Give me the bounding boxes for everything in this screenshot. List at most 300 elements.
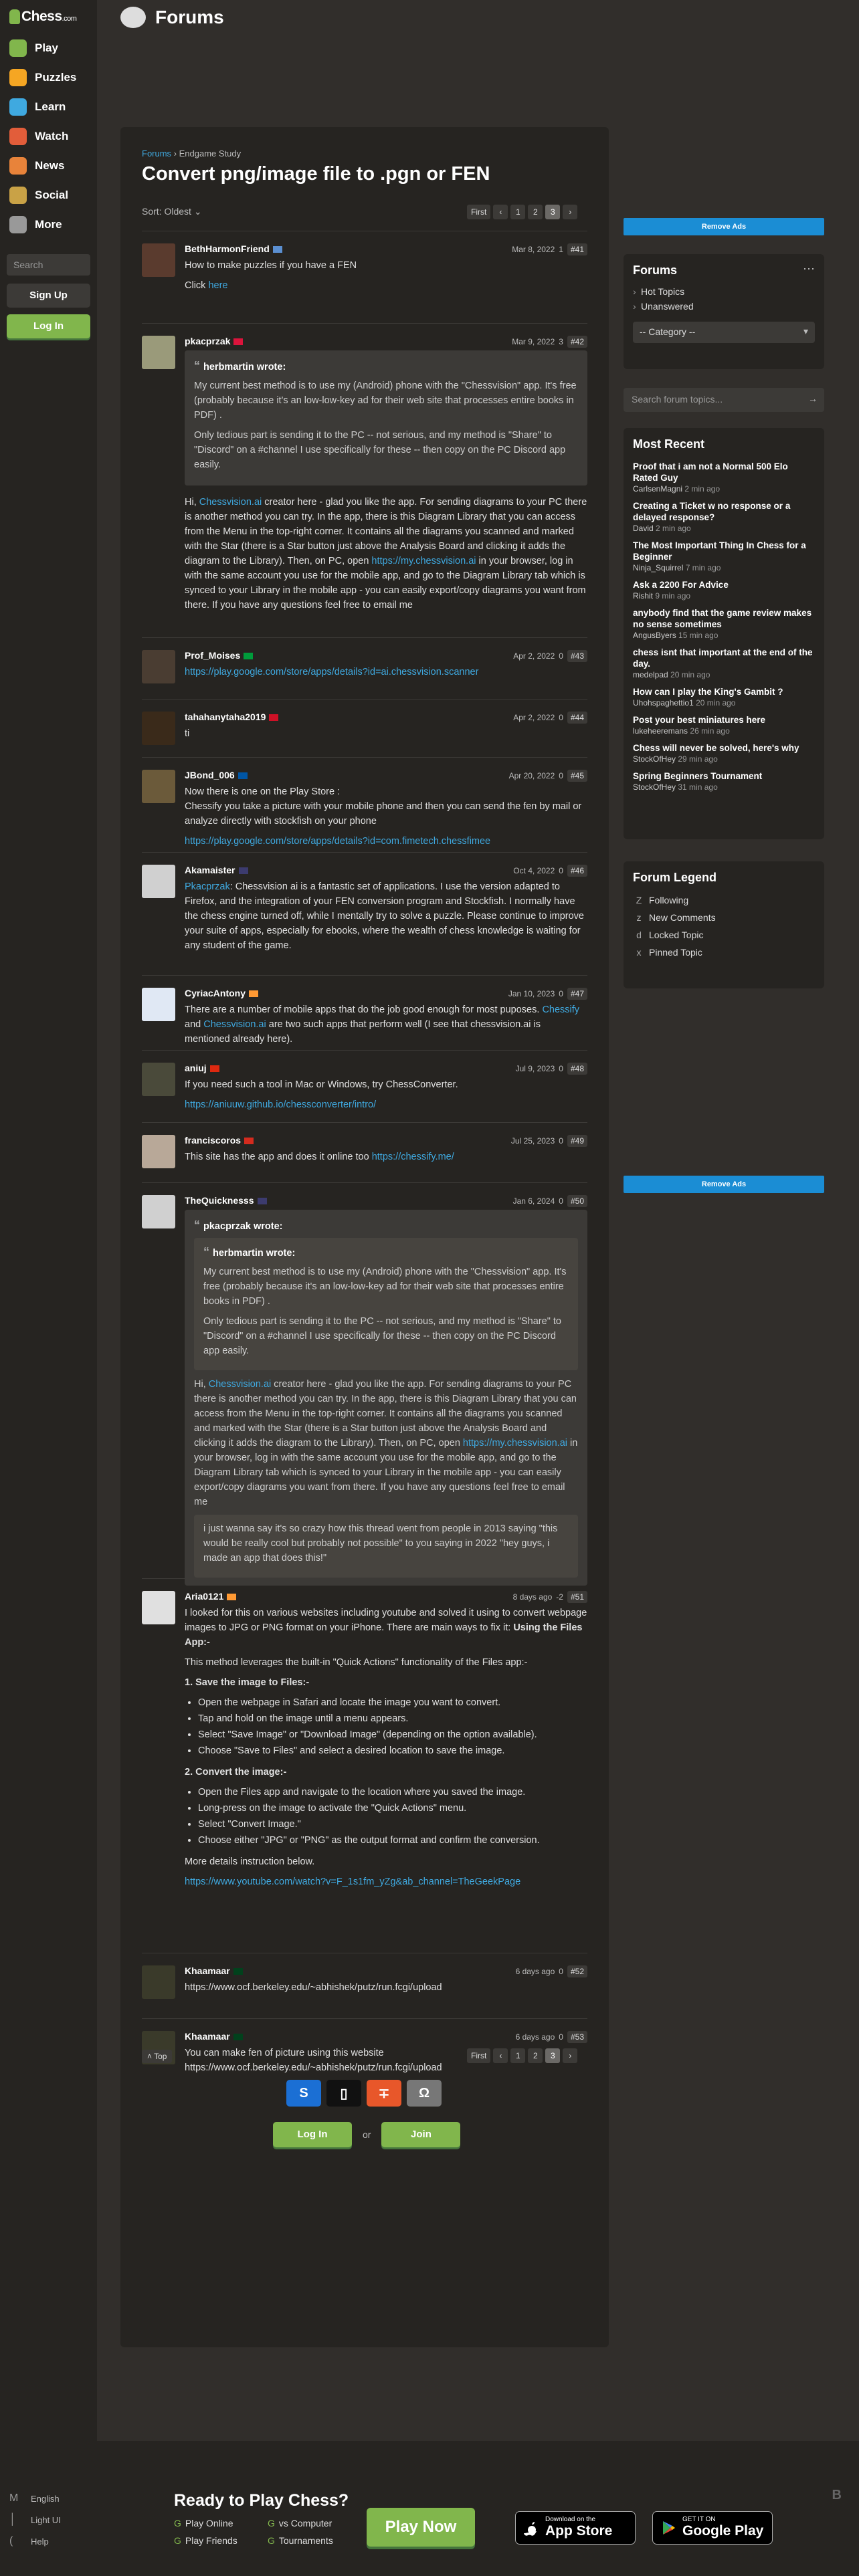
post-body <box>185 1002 587 1052</box>
recent-topic-user[interactable]: Rishit <box>633 591 654 601</box>
recent-topic-meta <box>633 524 815 533</box>
username[interactable]: pkacprzak <box>185 336 231 346</box>
recent-topic[interactable] <box>624 458 824 498</box>
recent-topic-user[interactable]: AngusByers <box>633 631 676 640</box>
topic-title: Convert png/image file to .pgn or FEN <box>142 163 490 185</box>
country-flag-icon <box>210 1065 219 1072</box>
post-date: Jan 6, 2024 <box>512 1196 555 1206</box>
username[interactable]: Khaamaar <box>185 2031 230 2042</box>
chessify-link[interactable]: Chessify <box>542 1004 580 1015</box>
forum-legend-box <box>624 861 824 988</box>
avatar[interactable] <box>142 336 175 369</box>
post-link[interactable]: https://play.google.com/store/apps/details?id=com.fimetech.chessfimee <box>185 836 491 847</box>
page-title: Forums <box>155 7 224 27</box>
forums-box <box>624 254 824 369</box>
avatar[interactable] <box>142 1063 175 1096</box>
post-text: Chessify you take a picture with your mobile phone and then you can send the fen by mail or analyze directly with stockfish on your phone <box>185 801 582 827</box>
login-button[interactable]: Log In <box>7 314 90 338</box>
post-body <box>185 1606 587 1895</box>
post-number[interactable]: #51 <box>567 1591 587 1603</box>
vote-count[interactable]: 0 <box>559 1064 563 1073</box>
post-date: 8 days ago <box>512 1592 553 1602</box>
recent-topic-meta <box>633 670 815 679</box>
recent-topic[interactable] <box>624 683 824 712</box>
recent-topic-time: 29 min ago <box>678 754 718 764</box>
nav-bottom-links <box>9 2488 61 2552</box>
username[interactable]: tahahanytaha2019 <box>185 712 266 722</box>
list-item: • Tap and hold on the image until a menu appears. <box>198 1711 587 1726</box>
post-meta <box>185 770 587 783</box>
share-phone-icon[interactable]: ▯ <box>326 2080 361 2107</box>
help-icon: ( <box>9 2535 13 2547</box>
quote-block: “ herbmartin wrote: My current best method is to use my (Android) phone with the "Chessvision" app. It's free (probably because it's an low-low-key ad for their web site that processes entire books in PDF) . Only tedious part is sending it to the PC -- not serious, and my method is "Share" to "Discord" on a #channel I use specifically for these -- then copy on the PC Discord app easily. <box>185 350 587 486</box>
country-flag-icon <box>239 867 248 874</box>
quote-block: “ pkacprzak wrote: “ herbmartin wrote: My current best method is to use my (Android) phone with the "Chessvision" app. It's free (probably because it's an low-low-key ad for their web site that processes entire books in PDF) . Only tedious part is sending it to the PC -- not serious, and my method is "Share" to "Discord" on a #channel I use specifically for these -- then copy on the PC Discord app easily. Hi, Chessvision.ai creator here - glad you like the app. For sending diagrams to your PC there is another method you can try. In the app, there is this Diagram Library that you can access from the Menu in the top-right corner. It contains all the diagrams you scanned and marked with the Star (there is a Star button just above the Analysis Board and clicking it adds the diagram to the Library). Then, on PC, open https://my.chessvision.ai in your browser, log in with the same account you use for the mobile app, and go to the Diagram Library tab which is synced to your Library in the mobile app - you can easily export/copy diagrams you want from there. If you have any questions feel free to email me i just wanna say it's so crazy how this thread went from people in 2013 saying "this would be really cool but probably not possible" to you saying in 2022 "hey guys, i made an app that does this!" <box>185 1210 587 1586</box>
vote-count[interactable]: 0 <box>559 651 563 661</box>
mention-link[interactable]: Pkacprzak <box>185 881 230 892</box>
avatar[interactable] <box>142 1195 175 1228</box>
news-icon <box>9 157 27 175</box>
google-play-badge[interactable]: GET IT ON Google Play <box>652 2511 773 2545</box>
recent-topic[interactable] <box>624 498 824 537</box>
light-ui-icon: │ <box>9 2514 16 2525</box>
forum-post <box>142 1578 587 1953</box>
steps-list <box>185 1695 587 1758</box>
list-item: • Long-press on the image to activate the "Quick Actions" menu. <box>198 1801 587 1816</box>
play-online-link[interactable]: G Play Online <box>174 2518 233 2529</box>
forum-post <box>142 1122 587 1182</box>
recent-topic-user[interactable]: Uhohspaghettio1 <box>633 698 694 708</box>
topic-panel <box>120 127 609 2347</box>
back-to-top-button[interactable]: ˄ Top <box>142 2050 172 2063</box>
play-friends-icon: G <box>174 2535 181 2546</box>
pagination-bottom <box>467 2048 577 2063</box>
recent-topic-meta <box>633 563 815 572</box>
username[interactable]: Akamaister <box>185 865 235 875</box>
post-number[interactable]: #42 <box>567 336 587 348</box>
recent-topic-time: 20 min ago <box>696 698 736 708</box>
language-link[interactable]: M English <box>9 2492 60 2504</box>
pager-first[interactable]: First <box>467 2048 490 2063</box>
tournaments-link[interactable]: G Tournaments <box>268 2535 333 2546</box>
forum-post <box>142 637 587 699</box>
recent-topic[interactable] <box>624 537 824 576</box>
post-meta <box>185 1591 587 1604</box>
recent-topic[interactable] <box>624 576 824 605</box>
nav-search-input[interactable]: Search <box>7 254 90 276</box>
recent-topic-time: 15 min ago <box>678 631 719 640</box>
forum-post <box>142 699 587 757</box>
bottom-login-button[interactable]: Log In <box>273 2122 352 2147</box>
post-text: You can make fen of picture using this website <box>185 2048 384 2058</box>
breadcrumb-separator-icon: › <box>173 148 179 158</box>
legend-item: Z Following <box>624 891 824 909</box>
legend-item: z New Comments <box>624 909 824 926</box>
recent-topic-user[interactable]: StockOfHey <box>633 754 676 764</box>
youtube-link[interactable]: https://www.youtube.com/watch?v=F_1s1fm_yZg&ab_channel=TheGeekPage <box>185 1876 521 1887</box>
post-number[interactable]: #49 <box>567 1135 587 1147</box>
recent-topic-title[interactable]: Post your best miniatures here <box>633 715 766 725</box>
social-icon <box>9 187 27 204</box>
vote-count[interactable]: -2 <box>556 1592 563 1602</box>
avatar[interactable] <box>142 988 175 1021</box>
username[interactable]: JBond_006 <box>185 770 235 780</box>
recent-topic-user[interactable]: CarlsenMagni <box>633 484 683 494</box>
post-text: https://www.ocf.berkeley.edu/~abhishek/putz/run.fcgi/upload <box>185 2062 442 2073</box>
post-body <box>185 879 587 958</box>
nav-item-news[interactable]: News <box>0 151 97 181</box>
avatar[interactable] <box>142 650 175 683</box>
post-text: If you need such a tool in Mac or Windows, try ChessConverter. <box>185 1079 458 1090</box>
recent-topic-title[interactable]: Ask a 2200 For Advice <box>633 580 729 590</box>
post-link[interactable]: here <box>208 280 228 291</box>
post-date: Mar 8, 2022 <box>512 245 555 254</box>
learn-icon <box>9 98 27 116</box>
avatar[interactable] <box>142 712 175 745</box>
sort-dropdown[interactable]: Sort: Oldest ⌄ <box>142 206 202 217</box>
language-icon: M <box>9 2492 19 2504</box>
username[interactable]: Prof_Moises <box>185 650 241 661</box>
help-link[interactable]: ( Help <box>9 2535 49 2547</box>
nav-item-play[interactable]: Play <box>0 33 97 63</box>
post-number[interactable]: #44 <box>567 712 587 724</box>
post-date: Apr 2, 2022 <box>513 713 555 722</box>
play-now-button[interactable]: Play Now <box>367 2508 475 2547</box>
recent-topic-user[interactable]: David <box>633 524 654 533</box>
pinned-icon: x <box>636 947 642 958</box>
post-text: How to make puzzles if you have a FEN <box>185 260 357 271</box>
username[interactable]: aniuj <box>185 1063 207 1073</box>
pagination-top <box>467 205 577 219</box>
country-flag-icon <box>227 1594 236 1600</box>
post-number[interactable]: #43 <box>567 650 587 662</box>
country-flag-icon <box>238 772 248 779</box>
post-meta <box>185 1135 587 1148</box>
recent-topic-user[interactable]: medelpad <box>633 670 668 679</box>
more-dots-icon <box>9 216 27 233</box>
post-date: Jul 9, 2023 <box>515 1064 555 1073</box>
my-chessvision-link[interactable]: https://my.chessvision.ai <box>371 556 476 566</box>
post-text: This method leverages the built-in "Quick Actions" functionality of the Files app:- <box>185 1657 528 1668</box>
recent-topic-title[interactable]: chess isnt that important at the end of the day. <box>633 647 813 669</box>
post-link[interactable]: https://play.google.com/store/apps/details?id=ai.chessvision.scanner <box>185 667 479 677</box>
post-body <box>185 1210 587 1595</box>
light-ui-link[interactable]: │ Light UI <box>9 2514 61 2525</box>
vote-count[interactable]: 0 <box>559 771 563 780</box>
new-comments-icon: z <box>636 912 642 923</box>
puzzle-icon <box>9 69 27 86</box>
post-date: 6 days ago <box>515 1967 555 1976</box>
vote-count[interactable]: 0 <box>559 1967 563 1976</box>
post-text: ti <box>185 728 190 739</box>
chess-logo[interactable] <box>0 0 97 33</box>
recent-topic-time: 31 min ago <box>678 782 718 792</box>
post-meta <box>185 336 587 349</box>
recent-topic-user[interactable]: StockOfHey <box>633 782 676 792</box>
app-store-badge[interactable]: Download on the App Store <box>515 2511 636 2545</box>
post-date: Apr 2, 2022 <box>513 651 555 661</box>
unanswered-link[interactable]: › Unanswered <box>624 299 824 314</box>
recent-topic-time: 2 min ago <box>684 484 721 494</box>
google-play-icon <box>661 2520 677 2536</box>
recent-topic[interactable] <box>624 712 824 740</box>
post-body <box>185 665 587 685</box>
forum-post <box>142 1050 587 1122</box>
post-body <box>185 784 587 854</box>
pager-page-1[interactable]: 1 <box>510 205 525 219</box>
username[interactable]: Aria0121 <box>185 1591 224 1602</box>
recent-topic-title[interactable]: The Most Important Thing In Chess for a Beginner <box>633 540 806 562</box>
following-icon: Z <box>636 895 642 905</box>
most-recent-title: Most Recent <box>633 437 705 451</box>
category-select[interactable]: -- Category -- ▾ <box>633 322 815 343</box>
footer-options <box>174 2518 361 2546</box>
recent-topic-time: 2 min ago <box>656 524 691 533</box>
list-item: • Choose "Save to Files" and select a desired location to save the image. <box>198 1743 587 1758</box>
list-item: • Select "Save Image" or "Download Image" (depending on the option available). <box>198 1727 587 1742</box>
play-online-icon: G <box>174 2518 181 2529</box>
post-date: Oct 4, 2022 <box>513 866 555 875</box>
chessvision-link[interactable]: Chessvision.ai <box>203 1019 266 1030</box>
pager-page-1[interactable]: 1 <box>510 2048 525 2063</box>
post-meta <box>185 1965 587 1979</box>
post-number[interactable]: #48 <box>567 1063 587 1075</box>
recent-topic-title[interactable]: Creating a Ticket w no response or a delayed response? <box>633 501 791 522</box>
page-header <box>120 7 224 28</box>
recent-topic-title[interactable]: anybody find that the game review makes no sense sometimes <box>633 608 812 629</box>
post-number[interactable]: #41 <box>567 243 587 255</box>
recent-topic[interactable] <box>624 605 824 644</box>
post-meta <box>185 1195 587 1208</box>
share-buttons <box>286 2080 442 2107</box>
breadcrumb-forums[interactable]: Forums <box>142 148 172 158</box>
legend-item: d Locked Topic <box>624 926 824 944</box>
post-number[interactable]: #50 <box>567 1195 587 1207</box>
pager-page-2[interactable]: 2 <box>528 205 543 219</box>
vote-count[interactable]: 0 <box>559 713 563 722</box>
recent-topic-title[interactable]: Chess will never be solved, here's why <box>633 743 799 753</box>
recent-topic-time: 26 min ago <box>690 726 730 736</box>
pager-first[interactable]: First <box>467 205 490 219</box>
recent-topic[interactable] <box>624 768 824 796</box>
pager-next[interactable]: › <box>563 205 577 219</box>
post-meta <box>185 865 587 878</box>
nav-item-social[interactable]: Social <box>0 181 97 210</box>
nav-item-learn[interactable]: Learn <box>0 92 97 122</box>
left-nav <box>0 0 97 2576</box>
avatar[interactable] <box>142 865 175 898</box>
apple-icon <box>524 2520 540 2536</box>
recent-topic-meta <box>633 484 815 494</box>
avatar[interactable] <box>142 1135 175 1168</box>
nested-quote-author: “ herbmartin wrote: <box>203 1245 569 1261</box>
most-recent-box <box>624 428 824 839</box>
nav-item-watch[interactable]: Watch <box>0 122 97 151</box>
tournaments-icon: G <box>268 2535 275 2546</box>
username[interactable]: CyriacAntony <box>185 988 246 998</box>
join-button[interactable]: Join <box>381 2122 460 2147</box>
play-friends-link[interactable]: G Play Friends <box>174 2535 237 2546</box>
post-date: Mar 9, 2022 <box>512 337 555 346</box>
country-flag-icon <box>269 714 278 721</box>
recent-topic[interactable] <box>624 644 824 683</box>
vote-count[interactable]: 1 <box>559 245 563 254</box>
chessvision-link[interactable]: Chessvision.ai <box>199 497 262 508</box>
recent-topic-meta <box>633 782 815 792</box>
list-item: • Open the Files app and navigate to the location where you saved the image. <box>198 1785 587 1800</box>
quote-author: “ herbmartin wrote: <box>194 358 578 374</box>
post-number[interactable]: #47 <box>567 988 587 1000</box>
country-flag-icon <box>233 338 243 345</box>
recent-topic-time: 20 min ago <box>670 670 710 679</box>
avatar[interactable] <box>142 770 175 803</box>
logo-pawn-icon <box>9 9 20 24</box>
post-number[interactable]: #52 <box>567 1965 587 1977</box>
post-body <box>185 1077 587 1117</box>
avatar[interactable] <box>142 1965 175 1999</box>
forums-box-title: Forums <box>633 263 678 277</box>
nested-quote-block: “ herbmartin wrote: My current best method is to use my (Android) phone with the "Chessvision" app. It's free (probably because it's an low-low-key ad for their web site that processes entire books in PDF) . Only tedious part is sending it to the PC -- not serious, and my method is "Share" to "Discord" on a #channel I use specifically for these -- then copy on the PC Discord app easily. <box>194 1238 578 1370</box>
steps-list <box>185 1785 587 1848</box>
forum-legend-title: Forum Legend <box>633 871 717 884</box>
recent-topic-title[interactable]: Spring Beginners Tournament <box>633 771 763 781</box>
post-number[interactable]: #53 <box>567 2031 587 2043</box>
recent-topic-time: 9 min ago <box>655 591 691 601</box>
vote-count[interactable]: 0 <box>559 1136 563 1146</box>
country-flag-icon <box>249 990 258 997</box>
country-flag-icon <box>244 653 253 659</box>
vote-count[interactable]: 0 <box>559 1196 563 1206</box>
recent-topic-meta <box>633 591 815 601</box>
share-plus-icon[interactable]: ∓ <box>367 2080 401 2107</box>
vote-count[interactable]: 0 <box>559 866 563 875</box>
username[interactable]: TheQuicknesss <box>185 1195 254 1206</box>
recent-topic-title[interactable]: How can I play the King's Gambit ? <box>633 687 783 697</box>
post-text: Now there is one on the Play Store : <box>185 786 341 797</box>
vs-computer-icon: G <box>268 2518 275 2529</box>
share-omega-icon[interactable]: Ω <box>407 2080 442 2107</box>
recent-topic-time: 7 min ago <box>685 563 721 572</box>
pager-prev[interactable]: ‹ <box>493 2048 508 2063</box>
country-flag-icon <box>233 2034 243 2040</box>
recent-topic-meta <box>633 726 815 736</box>
post-meta <box>185 988 587 1001</box>
recent-topic-meta <box>633 631 815 640</box>
legend-item: x Pinned Topic <box>624 944 824 961</box>
corner-logo-icon: B <box>832 2488 842 2502</box>
country-flag-icon <box>233 1968 243 1975</box>
hot-topics-link[interactable]: › Hot Topics <box>624 284 824 299</box>
recent-topic[interactable] <box>624 740 824 768</box>
avatar[interactable] <box>142 243 175 277</box>
post-link[interactable]: https://aniuuw.github.io/chessconverter/intro/ <box>185 1099 377 1110</box>
post-subheading: 2. Convert the image:- <box>185 1767 287 1778</box>
username[interactable]: BethHarmonFriend <box>185 243 270 254</box>
post-text: This site has the app and does it online too https://chessify.me/ <box>185 1152 454 1162</box>
post-number[interactable]: #45 <box>567 770 587 782</box>
recent-topic-title[interactable]: Proof that i am not a Normal 500 Elo Rated Guy <box>633 461 788 483</box>
username[interactable]: franciscoros <box>185 1135 242 1146</box>
forums-chat-icon <box>120 7 146 28</box>
post-date: Apr 20, 2022 <box>508 771 555 780</box>
post-body <box>185 350 587 618</box>
post-number[interactable]: #46 <box>567 865 587 877</box>
forum-post <box>142 1182 587 1578</box>
post-text: More details instruction below. <box>185 1856 315 1867</box>
post-meta <box>185 243 587 257</box>
post-meta <box>185 712 587 725</box>
post-meta <box>185 650 587 663</box>
more-options-icon[interactable]: ⋯ <box>803 262 815 276</box>
forum-post <box>142 757 587 852</box>
post-date: 6 days ago <box>515 2032 555 2042</box>
forum-post <box>142 975 587 1050</box>
bottom-auth <box>273 2122 460 2147</box>
vs-computer-link[interactable]: G vs Computer <box>268 2518 332 2529</box>
nav-item-puzzles[interactable]: Puzzles <box>0 63 97 92</box>
forum-post <box>142 231 587 323</box>
forum-post <box>142 1953 587 2018</box>
post-date: Jul 25, 2023 <box>510 1136 555 1146</box>
post-text: There are a number of mobile apps that do the job good enough for most puposes. Chessify and Chessvision.ai are two such apps that perform well (I see that chessvision.ai is mentioned already here). <box>185 1004 580 1045</box>
recent-topic-meta <box>633 754 815 764</box>
pawn-icon <box>9 39 27 57</box>
country-flag-icon <box>244 1138 254 1144</box>
forum-search-input[interactable]: Search forum topics... → <box>624 388 824 412</box>
watch-icon <box>9 128 27 145</box>
nav-item-more[interactable]: More <box>0 210 97 239</box>
country-flag-icon <box>258 1198 267 1204</box>
post-body <box>185 1150 587 1170</box>
vote-count[interactable]: 0 <box>559 989 563 998</box>
avatar[interactable] <box>142 1591 175 1624</box>
list-item: • Open the webpage in Safari and locate the image you want to convert. <box>198 1695 587 1710</box>
post-text: I looked for this on various websites including youtube and solved it using to convert webpage images to JPG or PNG format on your iPhone. There are main ways to fix it: Using the Files App:- <box>185 1608 587 1648</box>
recent-topic-user[interactable]: Ninja_Squirrel <box>633 563 684 572</box>
pager-page-3[interactable]: 3 <box>545 2048 560 2063</box>
country-flag-icon <box>273 246 282 253</box>
quote-tail: i just wanna say it's so crazy how this thread went from people in 2013 saying "this would be really cool but probably not possible" to you saying in 2022 "hey guys, i made an app that does this!" <box>194 1515 578 1578</box>
pager-page-3[interactable]: 3 <box>545 205 560 219</box>
or-label: or <box>363 2129 371 2140</box>
remove-ads-button[interactable]: Remove Ads <box>624 1176 824 1193</box>
my-chessvision-link[interactable]: https://my.chessvision.ai <box>462 1438 567 1448</box>
post-text: Pkacprzak: Chessvision ai is a fantastic set of applications. I use the version adapted to Firefox, and the integration of your FEN conversion program and Stockfish. I normally have the chess engine turned off, while I mentally try to solve a puzzle. Please continue to improve your suite of apps, especially for ebooks, where the wealth of chess knowledge is waiting for any student of the game. <box>185 881 584 951</box>
list-item: • Select "Convert Image." <box>198 1817 587 1832</box>
vote-count[interactable]: 3 <box>559 337 563 346</box>
post-meta <box>185 1063 587 1076</box>
breadcrumb-endgame-study[interactable]: Endgame Study <box>179 148 242 158</box>
share-s-icon[interactable]: S <box>286 2080 321 2107</box>
recent-topic-user[interactable]: lukeheeremans <box>633 726 688 736</box>
pager-prev[interactable]: ‹ <box>493 205 508 219</box>
chessvision-link[interactable]: Chessvision.ai <box>208 1379 272 1390</box>
chevron-down-icon: ⌄ <box>193 206 202 217</box>
vote-count[interactable]: 0 <box>559 2032 563 2042</box>
chessify-link[interactable]: https://chessify.me/ <box>371 1152 454 1162</box>
username[interactable]: Khaamaar <box>185 1965 230 1976</box>
signup-button[interactable]: Sign Up <box>7 284 90 308</box>
pager-page-2[interactable]: 2 <box>528 2048 543 2063</box>
list-item: • Choose either "JPG" or "PNG" as the output format and confirm the conversion. <box>198 1833 587 1848</box>
breadcrumb <box>142 148 241 158</box>
logo-text: Chess <box>21 9 62 24</box>
recent-topic-meta <box>633 698 815 708</box>
post-body <box>185 1980 587 2000</box>
remove-ads-button[interactable]: Remove Ads <box>624 218 824 235</box>
footer-title: Ready to Play Chess? <box>174 2491 349 2510</box>
pager-next[interactable]: › <box>563 2048 577 2063</box>
